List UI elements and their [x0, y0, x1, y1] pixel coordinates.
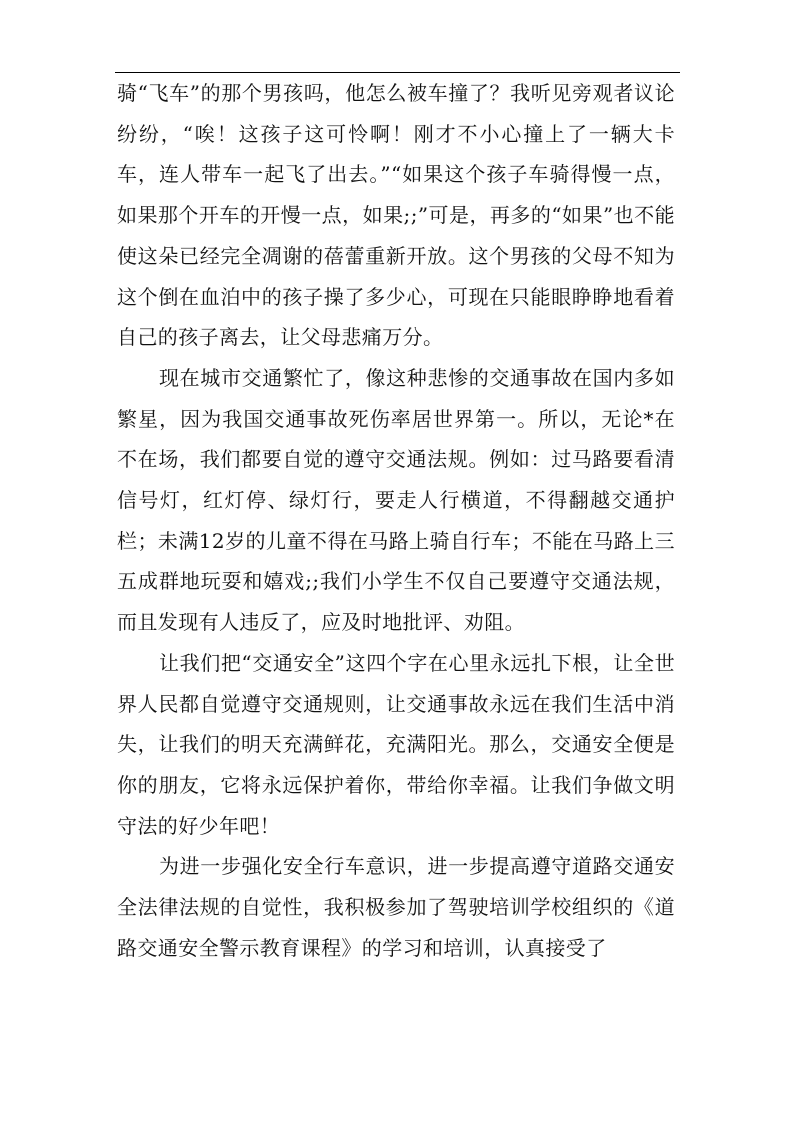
- document-body: [117, 73, 675, 968]
- paragraph-2: 现在城市交通繁忙了，像这种悲惨的交通事故在国内多如繁星，因为我国交通事故死伤率居世界第一。所以，无论*在不在场，我们都要自觉的遵守交通法规。例如：过马路要看清信号灯，红灯停、绿灯行，要走人行横道，不得翻越交通护栏；未满12岁的儿童不得在马路上骑自行车；不能在马路上三五成群地玩耍和嬉戏;;我们小学生不仅自己要遵守交通法规，而且发现有人违反了，应及时地批评、劝阻。: [117, 365, 675, 635]
- paragraph-4: 为进一步强化安全行车意识，进一步提高遵守道路交通安全法律法规的自觉性，我积极参加了驾驶培训学校组织的《道路交通安全警示教育课程》的学习和培训，认真接受了: [117, 854, 675, 960]
- paragraph-3: 让我们把“交通安全”这四个字在心里永远扎下根，让全世界人民都自觉遵守交通规则，让交通事故永远在我们生活中消失，让我们的明天充满鲜花，充满阳光。那么，交通安全便是你的朋友，它将永远保护着你，带给你幸福。让我们争做文明守法的好少年吧！: [117, 650, 675, 838]
- paragraph-1: 骑“飞车”的那个男孩吗，他怎么被车撞了？我听见旁观者议论纷纷，“唉！这孩子这可怜啊！刚才不小心撞上了一辆大卡车，连人带车一起飞了出去。”“如果这个孩子车骑得慢一点，如果那个开车的开慢一点，如果;;”可是，再多的“如果”也不能使这朵已经完全凋谢的蓓蕾重新开放。这个男孩的父母不知为这个倒在血泊中的孩子操了多少心，可现在只能眼睁睁地看着自己的孩子离去，让父母悲痛万分。: [117, 81, 675, 350]
